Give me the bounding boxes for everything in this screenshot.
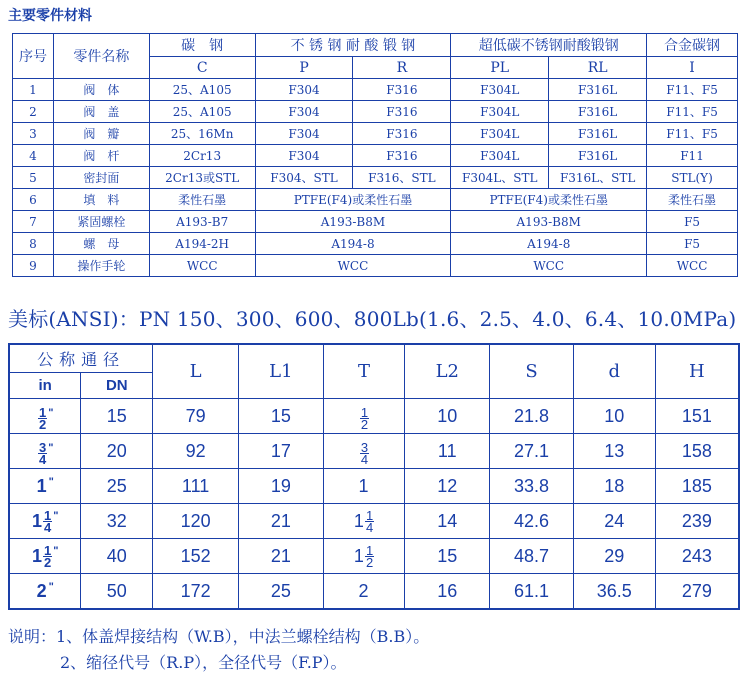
cell-s: 27.1 xyxy=(490,434,574,469)
cell-pr: A194-8 xyxy=(255,233,451,255)
cell-c: WCC xyxy=(149,255,255,277)
cell-r: F316 xyxy=(353,145,451,167)
cell-d: 13 xyxy=(573,434,655,469)
cell-part: 阀 瓣 xyxy=(53,123,149,145)
cell-p: F304 xyxy=(255,101,353,123)
cell-s: 48.7 xyxy=(490,539,574,574)
size-fraction: $\frac{3}{4}$ " xyxy=(38,439,54,467)
materials-table xyxy=(12,33,738,277)
cell-p: F304 xyxy=(255,123,353,145)
code-header: PL xyxy=(451,57,549,79)
cell-h: 151 xyxy=(655,399,739,434)
col-header-L: L xyxy=(153,344,239,399)
cell-i: F5 xyxy=(647,211,738,233)
cell-pl: F304L、STL xyxy=(451,167,549,189)
cell-p: F304、STL xyxy=(255,167,353,189)
size-fraction: 2 xyxy=(358,580,369,601)
cell-in xyxy=(9,469,81,504)
cell-l1: 25 xyxy=(238,574,323,610)
table-row xyxy=(13,145,738,167)
cell-l2: 14 xyxy=(405,504,490,539)
cell-pl: F304L xyxy=(451,79,549,101)
table-row xyxy=(13,211,738,233)
col-header-dn: DN xyxy=(81,373,153,399)
cell-h: 279 xyxy=(655,574,739,610)
cell-no: 4 xyxy=(13,145,54,167)
cell-d: 18 xyxy=(573,469,655,504)
size-fraction: 1 $\frac{1}{2}$ " xyxy=(31,542,59,570)
size-fraction: 1 $\frac{1}{4}$ " xyxy=(31,507,59,535)
table-row xyxy=(13,101,738,123)
cell-i: F5 xyxy=(647,233,738,255)
size-fraction: $\frac{1}{2}$ " xyxy=(38,404,54,432)
group-header-low-carbon: 超低碳不锈钢耐酸锻钢 xyxy=(451,34,647,57)
cell-l2: 15 xyxy=(405,539,490,574)
group-header-carbon: 碳 钢 xyxy=(149,34,255,57)
cell-part: 操作手轮 xyxy=(53,255,149,277)
cell-l: 172 xyxy=(153,574,239,610)
size-fraction: 1 $\frac{1}{2}$ xyxy=(353,542,374,570)
cell-l1: 17 xyxy=(238,434,323,469)
cell-h: 243 xyxy=(655,539,739,574)
note-line-1: 说明：1、体盖焊接结构（W.B），中法兰螺栓结构（B.B）。 xyxy=(8,627,430,646)
cell-l: 111 xyxy=(153,469,239,504)
col-header-in: in xyxy=(9,373,81,399)
table-row xyxy=(9,469,739,504)
cell-pr: PTFE(F4)或柔性石墨 xyxy=(255,189,451,211)
cell-c: 柔性石墨 xyxy=(149,189,255,211)
cell-r: F316、STL xyxy=(353,167,451,189)
cell-rl: F316L xyxy=(549,79,647,101)
cell-pr: A193-B8M xyxy=(255,211,451,233)
cell-dn: 15 xyxy=(81,399,153,434)
size-fraction: $\frac{1}{2}$ xyxy=(360,404,369,432)
table-row xyxy=(9,504,739,539)
cell-c: 2Cr13 xyxy=(149,145,255,167)
group-header-stainless: 不 锈 钢 耐 酸 锻 钢 xyxy=(255,34,451,57)
cell-c: 25、16Mn xyxy=(149,123,255,145)
cell-s: 21.8 xyxy=(490,399,574,434)
cell-i: F11、F5 xyxy=(647,79,738,101)
ansi-standard-line: 美标(ANSI)：PN 150、300、600、800Lb(1.6、2.5、4.0、6.4、10.0MPa) xyxy=(8,307,737,331)
cell-l: 79 xyxy=(153,399,239,434)
cell-no: 6 xyxy=(13,189,54,211)
table-row xyxy=(13,123,738,145)
cell-part: 阀 体 xyxy=(53,79,149,101)
cell-r: F316 xyxy=(353,79,451,101)
cell-rl: F316L、STL xyxy=(549,167,647,189)
cell-plrl: A194-8 xyxy=(451,233,647,255)
cell-d: 36.5 xyxy=(573,574,655,610)
cell-part: 紧固螺栓 xyxy=(53,211,149,233)
cell-dn: 32 xyxy=(81,504,153,539)
cell-l2: 16 xyxy=(405,574,490,610)
cell-r: F316 xyxy=(353,123,451,145)
cell-t xyxy=(323,434,405,469)
cell-l1: 21 xyxy=(238,539,323,574)
cell-l: 152 xyxy=(153,539,239,574)
cell-part: 密封面 xyxy=(53,167,149,189)
note-line-2: 2、缩径代号（R.P），全径代号（F.P）。 xyxy=(60,653,347,672)
cell-i: STL(Y) xyxy=(647,167,738,189)
cell-r: F316 xyxy=(353,101,451,123)
cell-dn: 40 xyxy=(81,539,153,574)
cell-t xyxy=(323,504,405,539)
cell-no: 8 xyxy=(13,233,54,255)
table-row xyxy=(13,233,738,255)
size-fraction: 2 " xyxy=(36,580,54,601)
cell-rl: F316L xyxy=(549,123,647,145)
cell-t xyxy=(323,469,405,504)
cell-in xyxy=(9,574,81,610)
notes xyxy=(8,624,429,676)
col-header-part: 零件名称 xyxy=(53,34,149,79)
size-fraction: 1 xyxy=(358,475,369,496)
cell-rl: F316L xyxy=(549,145,647,167)
col-header-T: T xyxy=(323,344,405,399)
cell-h: 158 xyxy=(655,434,739,469)
cell-part: 螺 母 xyxy=(53,233,149,255)
size-fraction: 1 $\frac{1}{4}$ xyxy=(353,507,374,535)
table-row xyxy=(13,255,738,277)
col-header-S: S xyxy=(490,344,574,399)
nominal-diameter-header: 公称通径 xyxy=(9,344,153,373)
cell-part: 阀 杆 xyxy=(53,145,149,167)
cell-c: A193-B7 xyxy=(149,211,255,233)
cell-pl: F304L xyxy=(451,123,549,145)
cell-l: 120 xyxy=(153,504,239,539)
cell-s: 42.6 xyxy=(490,504,574,539)
cell-p: F304 xyxy=(255,145,353,167)
materials-heading: 主要零件材料 xyxy=(8,8,92,24)
dims-header-row xyxy=(9,344,739,373)
cell-t xyxy=(323,574,405,610)
cell-c: 25、A105 xyxy=(149,79,255,101)
table-row xyxy=(9,539,739,574)
cell-l: 92 xyxy=(153,434,239,469)
cell-d: 29 xyxy=(573,539,655,574)
cell-dn: 50 xyxy=(81,574,153,610)
cell-dn: 25 xyxy=(81,469,153,504)
table-row xyxy=(9,434,739,469)
cell-s: 33.8 xyxy=(490,469,574,504)
cell-c: 25、A105 xyxy=(149,101,255,123)
col-header-L1: L1 xyxy=(238,344,323,399)
cell-part: 阀 盖 xyxy=(53,101,149,123)
cell-dn: 20 xyxy=(81,434,153,469)
table-row xyxy=(13,167,738,189)
cell-i: F11 xyxy=(647,145,738,167)
cell-in xyxy=(9,434,81,469)
col-header-no: 序号 xyxy=(13,34,54,79)
cell-no: 3 xyxy=(13,123,54,145)
table-row xyxy=(9,399,739,434)
size-fraction: $\frac{3}{4}$ xyxy=(360,439,369,467)
cell-in xyxy=(9,539,81,574)
cell-no: 1 xyxy=(13,79,54,101)
cell-l1: 19 xyxy=(238,469,323,504)
cell-no: 7 xyxy=(13,211,54,233)
table-row xyxy=(13,79,738,101)
cell-c: 2Cr13或STL xyxy=(149,167,255,189)
cell-no: 5 xyxy=(13,167,54,189)
col-header-L2: L2 xyxy=(405,344,490,399)
cell-d: 24 xyxy=(573,504,655,539)
code-header: I xyxy=(647,57,738,79)
cell-l1: 15 xyxy=(238,399,323,434)
table-row xyxy=(9,574,739,610)
cell-t xyxy=(323,539,405,574)
code-header: RL xyxy=(549,57,647,79)
cell-t xyxy=(323,399,405,434)
cell-l2: 12 xyxy=(405,469,490,504)
col-header-d: d xyxy=(573,344,655,399)
cell-in xyxy=(9,504,81,539)
cell-no: 2 xyxy=(13,101,54,123)
group-header-alloy: 合金碳钢 xyxy=(647,34,738,57)
cell-d: 10 xyxy=(573,399,655,434)
cell-i: F11、F5 xyxy=(647,101,738,123)
col-header-H: H xyxy=(655,344,739,399)
cell-p: F304 xyxy=(255,79,353,101)
cell-i: F11、F5 xyxy=(647,123,738,145)
code-header: P xyxy=(255,57,353,79)
code-header: C xyxy=(149,57,255,79)
cell-pl: F304L xyxy=(451,145,549,167)
cell-no: 9 xyxy=(13,255,54,277)
table-row xyxy=(13,189,738,211)
cell-h: 239 xyxy=(655,504,739,539)
cell-h: 185 xyxy=(655,469,739,504)
cell-in xyxy=(9,399,81,434)
cell-l1: 21 xyxy=(238,504,323,539)
cell-i: WCC xyxy=(647,255,738,277)
cell-pr: WCC xyxy=(255,255,451,277)
cell-plrl: PTFE(F4)或柔性石墨 xyxy=(451,189,647,211)
cell-part: 填 料 xyxy=(53,189,149,211)
materials-header-row xyxy=(13,34,738,57)
size-fraction: 1 " xyxy=(36,475,54,496)
cell-l2: 10 xyxy=(405,399,490,434)
code-header: R xyxy=(353,57,451,79)
dimensions-table xyxy=(8,343,740,610)
cell-plrl: A193-B8M xyxy=(451,211,647,233)
cell-plrl: WCC xyxy=(451,255,647,277)
cell-pl: F304L xyxy=(451,101,549,123)
cell-rl: F316L xyxy=(549,101,647,123)
cell-l2: 11 xyxy=(405,434,490,469)
cell-i: 柔性石墨 xyxy=(647,189,738,211)
cell-s: 61.1 xyxy=(490,574,574,610)
cell-c: A194-2H xyxy=(149,233,255,255)
